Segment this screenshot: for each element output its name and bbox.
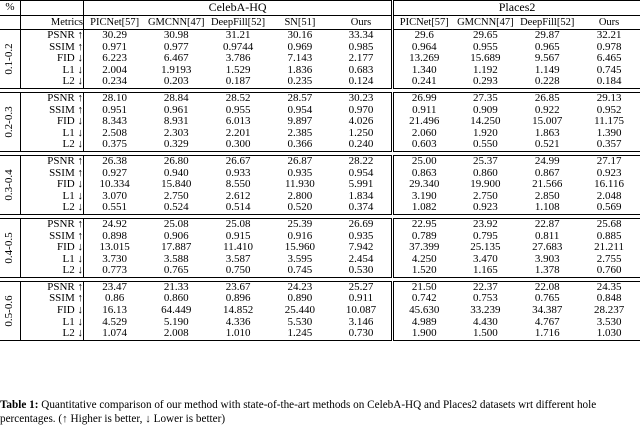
table-row xyxy=(0,202,640,214)
cell-value: 1.165 xyxy=(454,265,516,277)
table-row xyxy=(0,155,640,167)
cell-value: 21.496 xyxy=(393,116,455,128)
cell-value: 0.569 xyxy=(578,202,640,214)
metric-label: L2 ↓ xyxy=(21,202,84,214)
cell-value: 0.124 xyxy=(331,76,393,88)
cell-value: 10.087 xyxy=(345,305,377,317)
cell-value: 25.08 xyxy=(145,218,207,230)
cell-value: 0.961 xyxy=(163,104,189,116)
cell-value: 0.911 xyxy=(348,293,374,305)
cell-value: 6.465 xyxy=(596,53,622,65)
metric-label: L1 ↓ xyxy=(21,254,84,266)
method-header: GMCNN[47] xyxy=(454,16,516,30)
cell-value: 0.730 xyxy=(331,328,393,340)
cell-value: 0.753 xyxy=(473,293,498,305)
cell-value: 0.300 xyxy=(207,139,269,151)
cell-value: 3.190 xyxy=(393,191,455,203)
metric-label: FID ↓ xyxy=(21,116,84,128)
cell-value: 37.399 xyxy=(393,242,455,254)
cell-value: 4.250 xyxy=(393,254,455,266)
cell-value: 25.08 xyxy=(207,218,269,230)
cell-value: 0.228 xyxy=(516,76,578,88)
cell-value: 8.343 xyxy=(102,116,128,128)
table-row xyxy=(0,105,640,117)
cell-value: 15.689 xyxy=(470,53,501,65)
cell-value: 2.385 xyxy=(287,127,313,139)
metric-label: PSNR ↑ xyxy=(21,155,84,167)
table-row xyxy=(0,179,640,191)
cell-value: 2.177 xyxy=(348,53,374,65)
cell-value: 25.440 xyxy=(284,305,316,317)
metric-label: SSIM ↑ xyxy=(21,293,84,305)
cell-value: 25.37 xyxy=(454,155,516,167)
cell-value: 45.630 xyxy=(393,305,455,317)
cell-value: 21.211 xyxy=(594,242,624,254)
cell-value: 0.795 xyxy=(473,230,498,242)
cell-value: 0.293 xyxy=(454,76,516,88)
cell-value: 1.834 xyxy=(348,190,374,202)
cell-value: 8.931 xyxy=(163,116,189,128)
table-row xyxy=(0,231,640,243)
cell-value: 0.765 xyxy=(145,265,207,277)
cell-value: 0.955 xyxy=(225,104,251,116)
cell-value: 0.9744 xyxy=(222,41,254,53)
cell-value: 2.750 xyxy=(163,190,189,202)
cell-value: 64.449 xyxy=(161,305,192,317)
cell-value: 22.37 xyxy=(454,281,516,293)
cell-value: 26.87 xyxy=(269,155,331,167)
table-row xyxy=(0,42,640,54)
cell-value: 0.375 xyxy=(84,139,146,151)
cell-value: 0.329 xyxy=(145,139,207,151)
cell-value: 0.971 xyxy=(102,41,128,53)
cell-value: 13.269 xyxy=(393,53,455,65)
cell-value: 3.595 xyxy=(287,253,313,265)
cell-value: 0.366 xyxy=(269,139,331,151)
corner-cell: % xyxy=(0,1,21,16)
cell-value: 0.906 xyxy=(163,230,189,242)
metric-label: FID ↓ xyxy=(21,53,84,65)
cell-value: 3.530 xyxy=(596,316,622,328)
table-row xyxy=(0,139,640,151)
cell-value: 16.116 xyxy=(594,179,624,191)
table-row xyxy=(0,116,640,128)
cell-value: 0.933 xyxy=(225,167,251,179)
cell-value: 1.149 xyxy=(534,64,560,76)
group-label: 0.2-0.3 xyxy=(0,92,21,151)
cell-value: 0.952 xyxy=(596,104,622,116)
cell-value: 0.909 xyxy=(473,104,498,116)
cell-value: 4.767 xyxy=(534,316,560,328)
cell-value: 0.187 xyxy=(207,76,269,88)
cell-value: 3.903 xyxy=(534,253,560,265)
cell-value: 0.927 xyxy=(102,167,128,179)
group-label: 0.3-0.4 xyxy=(0,155,21,214)
cell-value: 0.923 xyxy=(596,167,622,179)
cell-value: 3.730 xyxy=(102,253,128,265)
cell-value: 5.991 xyxy=(348,179,374,191)
cell-value: 19.900 xyxy=(470,179,501,191)
table-row xyxy=(0,305,640,317)
cell-value: 0.860 xyxy=(163,293,189,305)
cell-value: 6.467 xyxy=(163,53,189,65)
metrics-header: Metrics xyxy=(21,16,84,30)
cell-value: 0.898 xyxy=(102,230,128,242)
cell-value: 27.17 xyxy=(578,155,640,167)
cell-value: 0.745 xyxy=(596,64,622,76)
cell-value: 1.082 xyxy=(393,202,455,214)
cell-value: 2.048 xyxy=(596,190,622,202)
metric-label: PSNR ↑ xyxy=(21,218,84,230)
metric-label: PSNR ↑ xyxy=(21,281,84,293)
cell-value: 0.789 xyxy=(393,231,455,243)
cell-value: 0.742 xyxy=(393,293,455,305)
cell-value: 2.201 xyxy=(225,127,251,139)
cell-value: 15.007 xyxy=(532,116,563,128)
cell-value: 1.010 xyxy=(207,328,269,340)
cell-value: 3.146 xyxy=(348,316,374,328)
cell-value: 26.69 xyxy=(331,218,393,230)
cell-value: 1.340 xyxy=(393,65,455,77)
cell-value: 0.951 xyxy=(102,104,128,116)
cell-value: 24.35 xyxy=(578,281,640,293)
cell-value: 1.378 xyxy=(516,265,578,277)
table-row xyxy=(0,76,640,88)
cell-value: 23.67 xyxy=(207,281,269,293)
cell-value: 30.16 xyxy=(287,29,313,41)
cell-value: 33.34 xyxy=(348,29,374,41)
cell-value: 29.65 xyxy=(473,29,498,41)
cell-value: 0.750 xyxy=(207,265,269,277)
table-row xyxy=(0,218,640,230)
cell-value: 2.008 xyxy=(145,328,207,340)
table-row xyxy=(0,265,640,277)
cell-value: 4.026 xyxy=(348,116,374,128)
metric-label: L2 ↓ xyxy=(21,328,84,340)
cell-value: 0.922 xyxy=(534,104,560,116)
cell-value: 0.965 xyxy=(534,41,560,53)
cell-value: 2.755 xyxy=(596,253,622,265)
cell-value: 26.38 xyxy=(84,155,146,167)
cell-value: 0.970 xyxy=(348,104,374,116)
cell-value: 3.470 xyxy=(473,253,498,265)
method-header: Ours xyxy=(331,16,393,30)
group-label: 0.5-0.6 xyxy=(0,281,21,340)
cell-value: 0.241 xyxy=(393,76,455,88)
cell-value: 0.867 xyxy=(534,167,560,179)
cell-value: 0.985 xyxy=(348,41,374,53)
cell-value: 25.39 xyxy=(269,218,331,230)
cell-value: 28.52 xyxy=(207,92,269,104)
cell-value: 2.060 xyxy=(393,128,455,140)
cell-value: 11.930 xyxy=(284,179,315,191)
cell-value: 0.916 xyxy=(287,230,313,242)
cell-value: 28.237 xyxy=(593,305,625,317)
method-header: SN[51] xyxy=(269,16,331,30)
table-row xyxy=(0,328,640,340)
cell-value: 1.390 xyxy=(596,127,622,139)
cell-value: 0.240 xyxy=(331,139,393,151)
cell-value: 0.977 xyxy=(163,41,189,53)
cell-value: 2.850 xyxy=(534,190,560,202)
cell-value: 1.9193 xyxy=(161,64,192,76)
cell-value: 0.765 xyxy=(534,293,560,305)
cell-value: 1.192 xyxy=(473,64,498,76)
cell-value: 28.84 xyxy=(145,92,207,104)
metric-label: L1 ↓ xyxy=(21,65,84,77)
cell-value: 29.87 xyxy=(534,29,560,41)
cell-value: 0.935 xyxy=(287,167,313,179)
cell-value: 14.250 xyxy=(470,116,501,128)
cell-value: 32.21 xyxy=(596,29,622,41)
cell-value: 1.836 xyxy=(287,64,313,76)
metric-label: L1 ↓ xyxy=(21,128,84,140)
cell-value: 30.29 xyxy=(102,29,128,41)
cell-value: 1.520 xyxy=(393,265,455,277)
table-row xyxy=(0,242,640,254)
cell-value: 27.683 xyxy=(532,242,563,254)
cell-value: 1.716 xyxy=(516,328,578,340)
table-caption xyxy=(0,398,640,426)
cell-value: 28.10 xyxy=(84,92,146,104)
cell-value: 1.074 xyxy=(84,328,146,340)
cell-value: 0.978 xyxy=(596,41,622,53)
cell-value: 0.885 xyxy=(596,230,622,242)
caption-label: Table 1: xyxy=(0,399,39,411)
cell-value: 0.357 xyxy=(578,139,640,151)
cell-value: 25.135 xyxy=(470,242,501,254)
cell-value: 21.566 xyxy=(532,179,563,191)
method-header: PICNet[57] xyxy=(393,16,455,30)
metric-label: L2 ↓ xyxy=(21,76,84,88)
cell-value: 0.890 xyxy=(287,293,313,305)
cell-value: 14.852 xyxy=(222,305,254,317)
metric-label: L2 ↓ xyxy=(21,265,84,277)
cell-value: 11.410 xyxy=(223,242,253,254)
cell-value: 0.234 xyxy=(84,76,146,88)
cell-value: 1.108 xyxy=(516,202,578,214)
table-row xyxy=(0,191,640,203)
cell-value: 0.603 xyxy=(393,139,455,151)
cell-value: 0.811 xyxy=(535,230,560,242)
cell-value: 22.87 xyxy=(516,218,578,230)
table-row xyxy=(0,293,640,305)
cell-value: 30.23 xyxy=(331,92,393,104)
cell-value: 1.250 xyxy=(348,127,374,139)
group-label: 0.1-0.2 xyxy=(0,30,21,89)
cell-value: 0.550 xyxy=(454,139,516,151)
cell-value: 24.92 xyxy=(84,218,146,230)
cell-value: 1.920 xyxy=(473,127,498,139)
metric-label: FID ↓ xyxy=(21,305,84,317)
cell-value: 5.530 xyxy=(287,316,313,328)
table-row xyxy=(0,254,640,266)
cell-value: 4.989 xyxy=(393,317,455,329)
cell-value: 10.334 xyxy=(99,179,130,191)
cell-value: 26.99 xyxy=(393,92,455,104)
table-row xyxy=(0,168,640,180)
method-header: Ours xyxy=(578,16,640,30)
cell-value: 0.521 xyxy=(516,139,578,151)
method-header: GMCNN[47] xyxy=(145,16,207,30)
cell-value: 26.80 xyxy=(145,155,207,167)
cell-value: 21.33 xyxy=(145,281,207,293)
cell-value: 0.940 xyxy=(163,167,189,179)
metric-label: SSIM ↑ xyxy=(21,231,84,243)
cell-value: 2.508 xyxy=(102,127,128,139)
cell-value: 2.004 xyxy=(102,64,128,76)
cell-value: 15.840 xyxy=(161,179,192,191)
cell-value: 0.760 xyxy=(578,265,640,277)
metric-label: PSNR ↑ xyxy=(21,30,84,42)
cell-value: 25.00 xyxy=(393,155,455,167)
cell-value: 8.550 xyxy=(225,179,251,191)
cell-value: 0.530 xyxy=(331,265,393,277)
table-row xyxy=(0,128,640,140)
cell-value: 0.235 xyxy=(269,76,331,88)
cell-value: 3.588 xyxy=(163,253,189,265)
cell-value: 0.955 xyxy=(473,41,498,53)
metric-label: SSIM ↑ xyxy=(21,105,84,117)
cell-value: 30.98 xyxy=(163,29,189,41)
cell-value: 6.223 xyxy=(102,53,128,65)
cell-value: 16.13 xyxy=(102,305,128,317)
cell-value: 0.374 xyxy=(331,202,393,214)
table-row xyxy=(0,281,640,293)
cell-value: 4.529 xyxy=(102,316,128,328)
cell-value: 0.848 xyxy=(596,293,622,305)
cell-value: 1.500 xyxy=(454,328,516,340)
cell-value: 28.57 xyxy=(269,92,331,104)
cell-value: 13.015 xyxy=(99,242,130,254)
cell-value: 0.683 xyxy=(348,64,374,76)
cell-value: 4.430 xyxy=(473,316,498,328)
cell-value: 27.35 xyxy=(454,92,516,104)
caption-text: Quantitative comparison of our method with state-of-the-art methods on CelebA-HQ and Places2 datasets wrt different hole percentages. (↑ Higher is better, ↓ Lower is better) xyxy=(0,399,597,425)
cell-value: 31.21 xyxy=(225,29,251,41)
cell-value: 0.915 xyxy=(225,230,251,242)
cell-value: 23.92 xyxy=(454,218,516,230)
cell-value: 0.964 xyxy=(393,42,455,54)
cell-value: 3.587 xyxy=(225,253,251,265)
cell-value: 5.190 xyxy=(163,316,189,328)
cell-value: 9.567 xyxy=(534,53,560,65)
cell-value: 2.303 xyxy=(163,127,189,139)
metric-label: PSNR ↑ xyxy=(21,92,84,104)
cell-value: 0.860 xyxy=(473,167,498,179)
cell-value: 6.013 xyxy=(225,116,251,128)
dataset-header-places: Places2 xyxy=(393,1,640,16)
cell-value: 15.960 xyxy=(284,242,316,254)
table-row xyxy=(0,92,640,104)
cell-value: 2.454 xyxy=(348,253,374,265)
cell-value: 0.524 xyxy=(145,202,207,214)
metric-label: SSIM ↑ xyxy=(21,42,84,54)
table-row xyxy=(0,65,640,77)
cell-value: 1.863 xyxy=(534,127,560,139)
cell-value: 29.13 xyxy=(578,92,640,104)
cell-value: 21.50 xyxy=(393,281,455,293)
cell-value: 0.896 xyxy=(225,293,251,305)
cell-value: 0.745 xyxy=(269,265,331,277)
cell-value: 3.070 xyxy=(102,190,128,202)
cell-value: 3.786 xyxy=(225,53,251,65)
metric-label: L2 ↓ xyxy=(21,139,84,151)
cell-value: 22.08 xyxy=(516,281,578,293)
cell-value: 0.954 xyxy=(287,104,313,116)
cell-value: 2.800 xyxy=(287,190,313,202)
cell-value: 0.935 xyxy=(348,230,374,242)
metric-label: FID ↓ xyxy=(21,242,84,254)
cell-value: 23.47 xyxy=(84,281,146,293)
cell-value: 17.887 xyxy=(161,242,192,254)
cell-value: 1.245 xyxy=(269,328,331,340)
cell-value: 0.551 xyxy=(84,202,146,214)
cell-value: 0.514 xyxy=(207,202,269,214)
cell-value: 24.23 xyxy=(269,281,331,293)
method-header: DeepFill[52] xyxy=(516,16,578,30)
method-header: PICNet[57] xyxy=(84,16,146,30)
method-header: DeepFill[52] xyxy=(207,16,269,30)
cell-value: 28.22 xyxy=(331,155,393,167)
cell-value: 22.95 xyxy=(393,218,455,230)
cell-value: 0.923 xyxy=(454,202,516,214)
table-row xyxy=(0,317,640,329)
metric-label: L1 ↓ xyxy=(21,191,84,203)
cell-value: 0.954 xyxy=(348,167,374,179)
cell-value: 0.86 xyxy=(105,293,125,305)
dataset-header-celeba: CelebA-HQ xyxy=(84,1,393,16)
table-row xyxy=(0,53,640,65)
cell-value: 26.85 xyxy=(516,92,578,104)
cell-value: 0.203 xyxy=(145,76,207,88)
metric-label: FID ↓ xyxy=(21,179,84,191)
cell-value: 7.143 xyxy=(287,53,313,65)
cell-value: 0.969 xyxy=(287,41,313,53)
cell-value: 4.336 xyxy=(225,316,251,328)
cell-value: 1.529 xyxy=(225,64,251,76)
cell-value: 29.6 xyxy=(393,30,455,42)
cell-value: 0.184 xyxy=(578,76,640,88)
cell-value: 25.68 xyxy=(578,218,640,230)
cell-value: 2.612 xyxy=(225,190,251,202)
cell-value: 7.942 xyxy=(348,242,374,254)
cell-value: 1.900 xyxy=(393,328,455,340)
cell-value: 26.67 xyxy=(207,155,269,167)
cell-value: 33.239 xyxy=(470,305,501,317)
cell-value: 9.897 xyxy=(287,116,313,128)
cell-value: 34.387 xyxy=(532,305,563,317)
cell-value: 0.773 xyxy=(84,265,146,277)
cell-value: 0.863 xyxy=(393,168,455,180)
metric-label: SSIM ↑ xyxy=(21,168,84,180)
cell-value: 24.99 xyxy=(516,155,578,167)
cell-value: 0.520 xyxy=(269,202,331,214)
cell-value: 29.340 xyxy=(393,179,455,191)
cell-value: 1.030 xyxy=(578,328,640,340)
cell-value: 11.175 xyxy=(594,116,624,128)
group-label: 0.4-0.5 xyxy=(0,218,21,277)
table-row xyxy=(0,30,640,42)
cell-value: 25.27 xyxy=(331,281,393,293)
metric-label: L1 ↓ xyxy=(21,317,84,329)
cell-value: 2.750 xyxy=(473,190,498,202)
cell-value: 0.911 xyxy=(393,105,455,117)
